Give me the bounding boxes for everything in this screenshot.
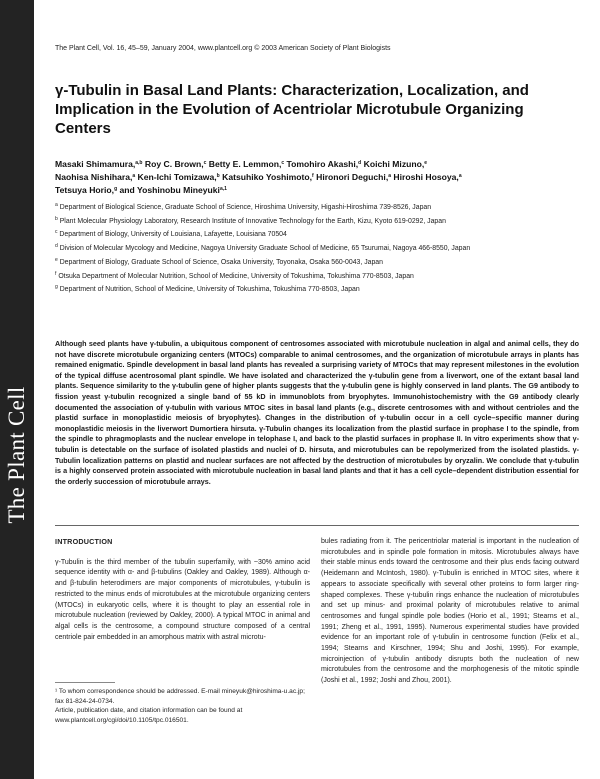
- journal-sidebar: [0, 0, 34, 779]
- introduction-paragraph-left: γ-Tubulin is the third member of the tubulin superfamily, with ~30% amino acid sequence identity with α- and β-tubulins (Oakley and Oakley, 1989). Although α- and β-tubulin heterodimers are major components of microtubules, γ-tubulin is restricted to the minus ends of microtubules at the microtubule organizing centers (MTOCs) in eukaryotic cells, where it is thought to play an essential role in microtubule nucleation (reviewed by Oakley, 2000). A typical MTOC in animal and algal cells is the centrosome, a compound structure composed of a central centriole pair embedded in an amorphous matrix with astral microtu-: [55, 558, 310, 641]
- author: Ken-Ichi Tomizawa,$^b$: [137, 172, 220, 182]
- author: Hiroshi Hosoya,$^a$: [393, 172, 462, 182]
- body-column-right: [321, 537, 579, 687]
- author: Koichi Mizuno,$^e$: [363, 159, 428, 169]
- publication-info-footnote: Article, publication date, and citation information can be found at www.plantcell.org/cgi/doi/10.1105/tpc.016501.: [55, 707, 243, 724]
- introduction-paragraph-right: bules radiating from it. The pericentriolar material is important in the nucleation of microtubules and in spindle pole formation in mitosis. Microtubules always have their stable minus ends toward the centrosome and their plus ends facing outward (Heidemann and McIntosh, 1980). γ-Tubulin is enriched in MTOC sites, where it appears to associate specifically with several other proteins to form larger ring-shaped complexes. These γ-tubulin rings enhance the nucleation of microtubules and set up minus- and proximal polarity of microtubules relative to animal centrosomes and fungal spindle pole bodies (Horio et al., 1991; Stearns et al., 1991; Zheng et al., 1991, 1995). Numerous experimental studies have provided evidence for an important role of γ-tubulin in centrosome function (Felix et al., 1994; Stearns and Kirschner, 1994; Shu and Joshi, 1995). For example, microinjection of γ-tubulin antibody disrupts both the nucleation of new microtubules from the centrosome and the morphogenesis of the mitotic spindle (Joshi et al., 1992; Joshi and Zhou, 2001).: [321, 538, 579, 685]
- author: Betty E. Lemmon,$^c$: [208, 159, 285, 169]
- section-divider: [55, 525, 579, 526]
- author: Naohisa Nishihara,$^a$: [55, 172, 136, 182]
- footnotes: [55, 687, 310, 725]
- author: Tetsuya Horio,$^g$: [55, 185, 118, 195]
- abstract: Although seed plants have γ-tubulin, a ubiquitous component of centrosomes associated with microtubule nucleation in algal and animal cells, they do not have discrete microtubule organizing centers (MTOCs) comparable to animal centrosomes, and the organization of microtubule arrays in plants has remained enigmatic. Spindle development in basal land plants has revealed a surprising variety of MTOCs that may represent milestones in the evolution of the typical diffuse acentrosomal plant spindle. We have isolated and characterized the γ-tubulin gene from a liverwort, one of the extant basal land plants. Sequence similarity to the γ-tubulin gene of higher plants suggests that the γ-tubulin gene is highly conserved in land plants. The G9 antibody to fission yeast γ-tubulin recognized a single band of 55 kD in immunoblots from bryophytes. Immunohistochemistry with the G9 antibody clearly documented the association of γ-tubulin with various MTOC sites in basal land plants (e.g., discrete centrosomes with and without centrioles and the plastid surface in monoplastidic meiosis of bryophytes). Changes in the distribution of γ-tubulin occur in a cell cycle–specific manner during monoplastidic meiosis in the liverwort Dumortiera hirsuta. γ-Tubulin changes its localization from the plastid surface in prophase I to the spindle, from the spindle to phragmoplasts and the nuclear envelope in telophase I, and back to the plastid surfaces in prophase II. In vitro experiments show that γ-tubulin is detectable on the surface of isolated plastids and nuclei of D. hirsuta, and microtubules can be repolymerized from the isolated plastids. γ-Tubulin localization patterns on plastid and nuclear surfaces are not affected by the destruction of microtubules by oryzalin. We conclude that γ-tubulin is a highly conserved protein associated with microtubule nucleation in basal land plants and that it has a cell cycle–dependent distribution essential for the orderly succession of microtubule arrays.: [55, 339, 579, 486]
- introduction-heading: INTRODUCTION: [55, 537, 113, 546]
- author: Masaki Shimamura,$^{a,b}$: [55, 159, 143, 169]
- author: Katsuhiko Yoshimoto,$^f$: [222, 172, 314, 182]
- affiliation: $^g$ Department of Nutrition, School of Medicine, University of Tokushima, Tokushima 770-8503, Japan: [55, 284, 360, 294]
- article-title: γ-Tubulin in Basal Land Plants: Characterization, Localization, and Implication in the Evolution of Acentriolar Microtubule Organizing Centers: [55, 82, 529, 137]
- affiliation-list: [55, 200, 575, 296]
- affiliation: $^d$ Division of Molecular Mycology and Medicine, Nagoya University Graduate School of Medicine, 65 Tsurumai, Nagoya 466-8550, Japan: [55, 243, 471, 253]
- author: and Yoshinobu Mineyuki$^{a,1}$: [119, 185, 227, 195]
- affiliation: $^e$ Department of Biology, Graduate School of Science, Osaka University, Toyonaka, Osaka 560-0043, Japan: [55, 256, 383, 266]
- affiliation: $^f$ Otsuka Department of Molecular Nutrition, School of Medicine, University of Tokushima, Tokushima 770-8503, Japan: [55, 270, 414, 280]
- footnote-divider: [55, 682, 115, 683]
- author: Hironori Deguchi,$^a$: [316, 172, 391, 182]
- author-list: [55, 157, 575, 196]
- journal-name: The Plant Cell: [4, 386, 29, 524]
- body-column-left: [55, 537, 310, 643]
- correspondence-footnote: ¹ To whom correspondence should be addressed. E-mail mineyuk@hiroshima-u.ac.jp; fax 81-824-24-0734.: [55, 688, 305, 705]
- affiliation: $^a$ Department of Biological Science, Graduate School of Science, Hiroshima University, Higashi-Hiroshima 739-8526, Japan: [55, 202, 432, 211]
- citation-line: The Plant Cell, Vol. 16, 45–59, January 2004, www.plantcell.org © 2003 American Society of Plant Biologists: [55, 45, 391, 52]
- author: Roy C. Brown,$^c$: [144, 159, 207, 169]
- author: Tomohiro Akashi,$^d$: [286, 159, 362, 169]
- affiliation: $^c$ Department of Biology, University of Louisiana, Lafayette, Louisiana 70504: [55, 229, 287, 239]
- affiliation: $^b$ Plant Molecular Physiology Laboratory, Research Institute of Innovative Technology for the Earth, Kizu, Kyoto 619-0292, Japan: [55, 215, 446, 225]
